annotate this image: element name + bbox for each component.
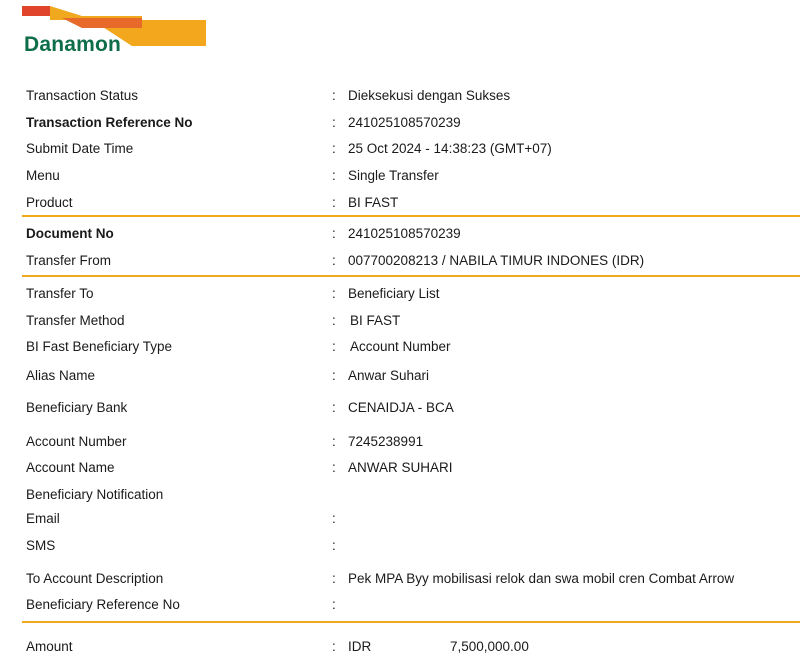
row-separator: : [332, 88, 336, 103]
row-label: Beneficiary Reference No [26, 597, 180, 612]
row-label: Menu [26, 168, 60, 183]
detail-row-product [0, 192, 800, 214]
row-separator: : [332, 400, 336, 415]
row-label: Transfer To [26, 286, 94, 301]
row-value: 7245238991 [348, 434, 424, 449]
row-label: Product [26, 195, 73, 210]
row-separator: : [332, 195, 336, 210]
amount-label: Amount [26, 639, 73, 654]
row-value: 241025108570239 [348, 226, 461, 241]
row-value: 007700208213 / NABILA TIMUR INDONES (IDR) [348, 253, 645, 268]
row-separator: : [332, 226, 336, 241]
row-value: Pek MPA Byy mobilisasi relok dan swa mobil cren Combat Arrow [348, 571, 735, 586]
row-separator: : [332, 286, 336, 301]
row-separator: : [332, 434, 336, 449]
row-value: Single Transfer [348, 168, 439, 183]
row-separator: : [332, 571, 336, 586]
row-label: Transaction Status [26, 88, 139, 103]
detail-row-account-number [0, 431, 800, 453]
row-separator: : [332, 168, 336, 183]
row-value: BI FAST [350, 313, 401, 328]
detail-row-beneficiary-type [0, 336, 800, 358]
detail-row-beneficiary-bank [0, 397, 800, 419]
row-separator: : [332, 597, 336, 612]
brand-name: Danamon [24, 33, 122, 56]
row-separator: : [332, 141, 336, 156]
row-label: Account Name [26, 460, 115, 475]
row-label: Transfer Method [26, 313, 125, 328]
row-label: Email [26, 511, 60, 526]
row-label: SMS [26, 538, 56, 553]
detail-row-account-description [0, 568, 800, 590]
detail-row-submit-date [0, 138, 800, 160]
row-label: Transfer From [26, 253, 112, 268]
row-separator: : [332, 253, 336, 268]
detail-row-menu [0, 165, 800, 187]
row-value: 241025108570239 [348, 115, 461, 130]
row-label: Account Number [26, 434, 127, 449]
detail-row-sms [0, 535, 800, 557]
row-label: Alias Name [26, 368, 96, 383]
row-label: Document No [26, 226, 114, 241]
row-label: To Account Description [26, 571, 164, 586]
row-label: Transaction Reference No [26, 115, 193, 130]
row-separator: : [332, 639, 336, 654]
row-separator: : [332, 511, 336, 526]
detail-row-beneficiary-notification [0, 484, 800, 506]
section-divider [22, 215, 800, 217]
row-value: Dieksekusi dengan Sukses [348, 88, 511, 103]
detail-row-alias-name [0, 365, 800, 387]
section-divider [22, 621, 800, 623]
detail-row-beneficiary-reference [0, 594, 800, 616]
row-separator: : [332, 368, 336, 383]
section-divider [22, 275, 800, 277]
row-value: ANWAR SUHARI [348, 460, 453, 475]
row-label: BI Fast Beneficiary Type [26, 339, 173, 354]
row-label: Submit Date Time [26, 141, 134, 156]
amount-value: 7,500,000.00 [450, 639, 529, 654]
amount-currency: IDR [348, 639, 372, 654]
detail-row-transfer-from [0, 250, 800, 272]
detail-row-email [0, 508, 800, 530]
row-separator: : [332, 538, 336, 553]
row-separator: : [332, 313, 336, 328]
detail-row-transfer-to [0, 283, 800, 305]
detail-row-transfer-method [0, 310, 800, 332]
row-value: Account Number [350, 339, 451, 354]
detail-row-amount [0, 636, 800, 658]
row-label: Beneficiary Bank [26, 400, 128, 415]
row-label: Beneficiary Notification [26, 487, 164, 502]
row-separator: : [332, 339, 336, 354]
row-separator: : [332, 115, 336, 130]
row-separator: : [332, 460, 336, 475]
row-value: Beneficiary List [348, 286, 440, 301]
detail-row-account-name [0, 457, 800, 479]
row-value: 25 Oct 2024 - 14:38:23 (GMT+07) [348, 141, 552, 156]
row-value: BI FAST [348, 195, 399, 210]
row-value: CENAIDJA - BCA [348, 400, 454, 415]
detail-row-transaction-reference [0, 112, 800, 134]
detail-row-transaction-status [0, 85, 800, 107]
detail-row-document-no [0, 223, 800, 245]
row-value: Anwar Suhari [348, 368, 430, 383]
